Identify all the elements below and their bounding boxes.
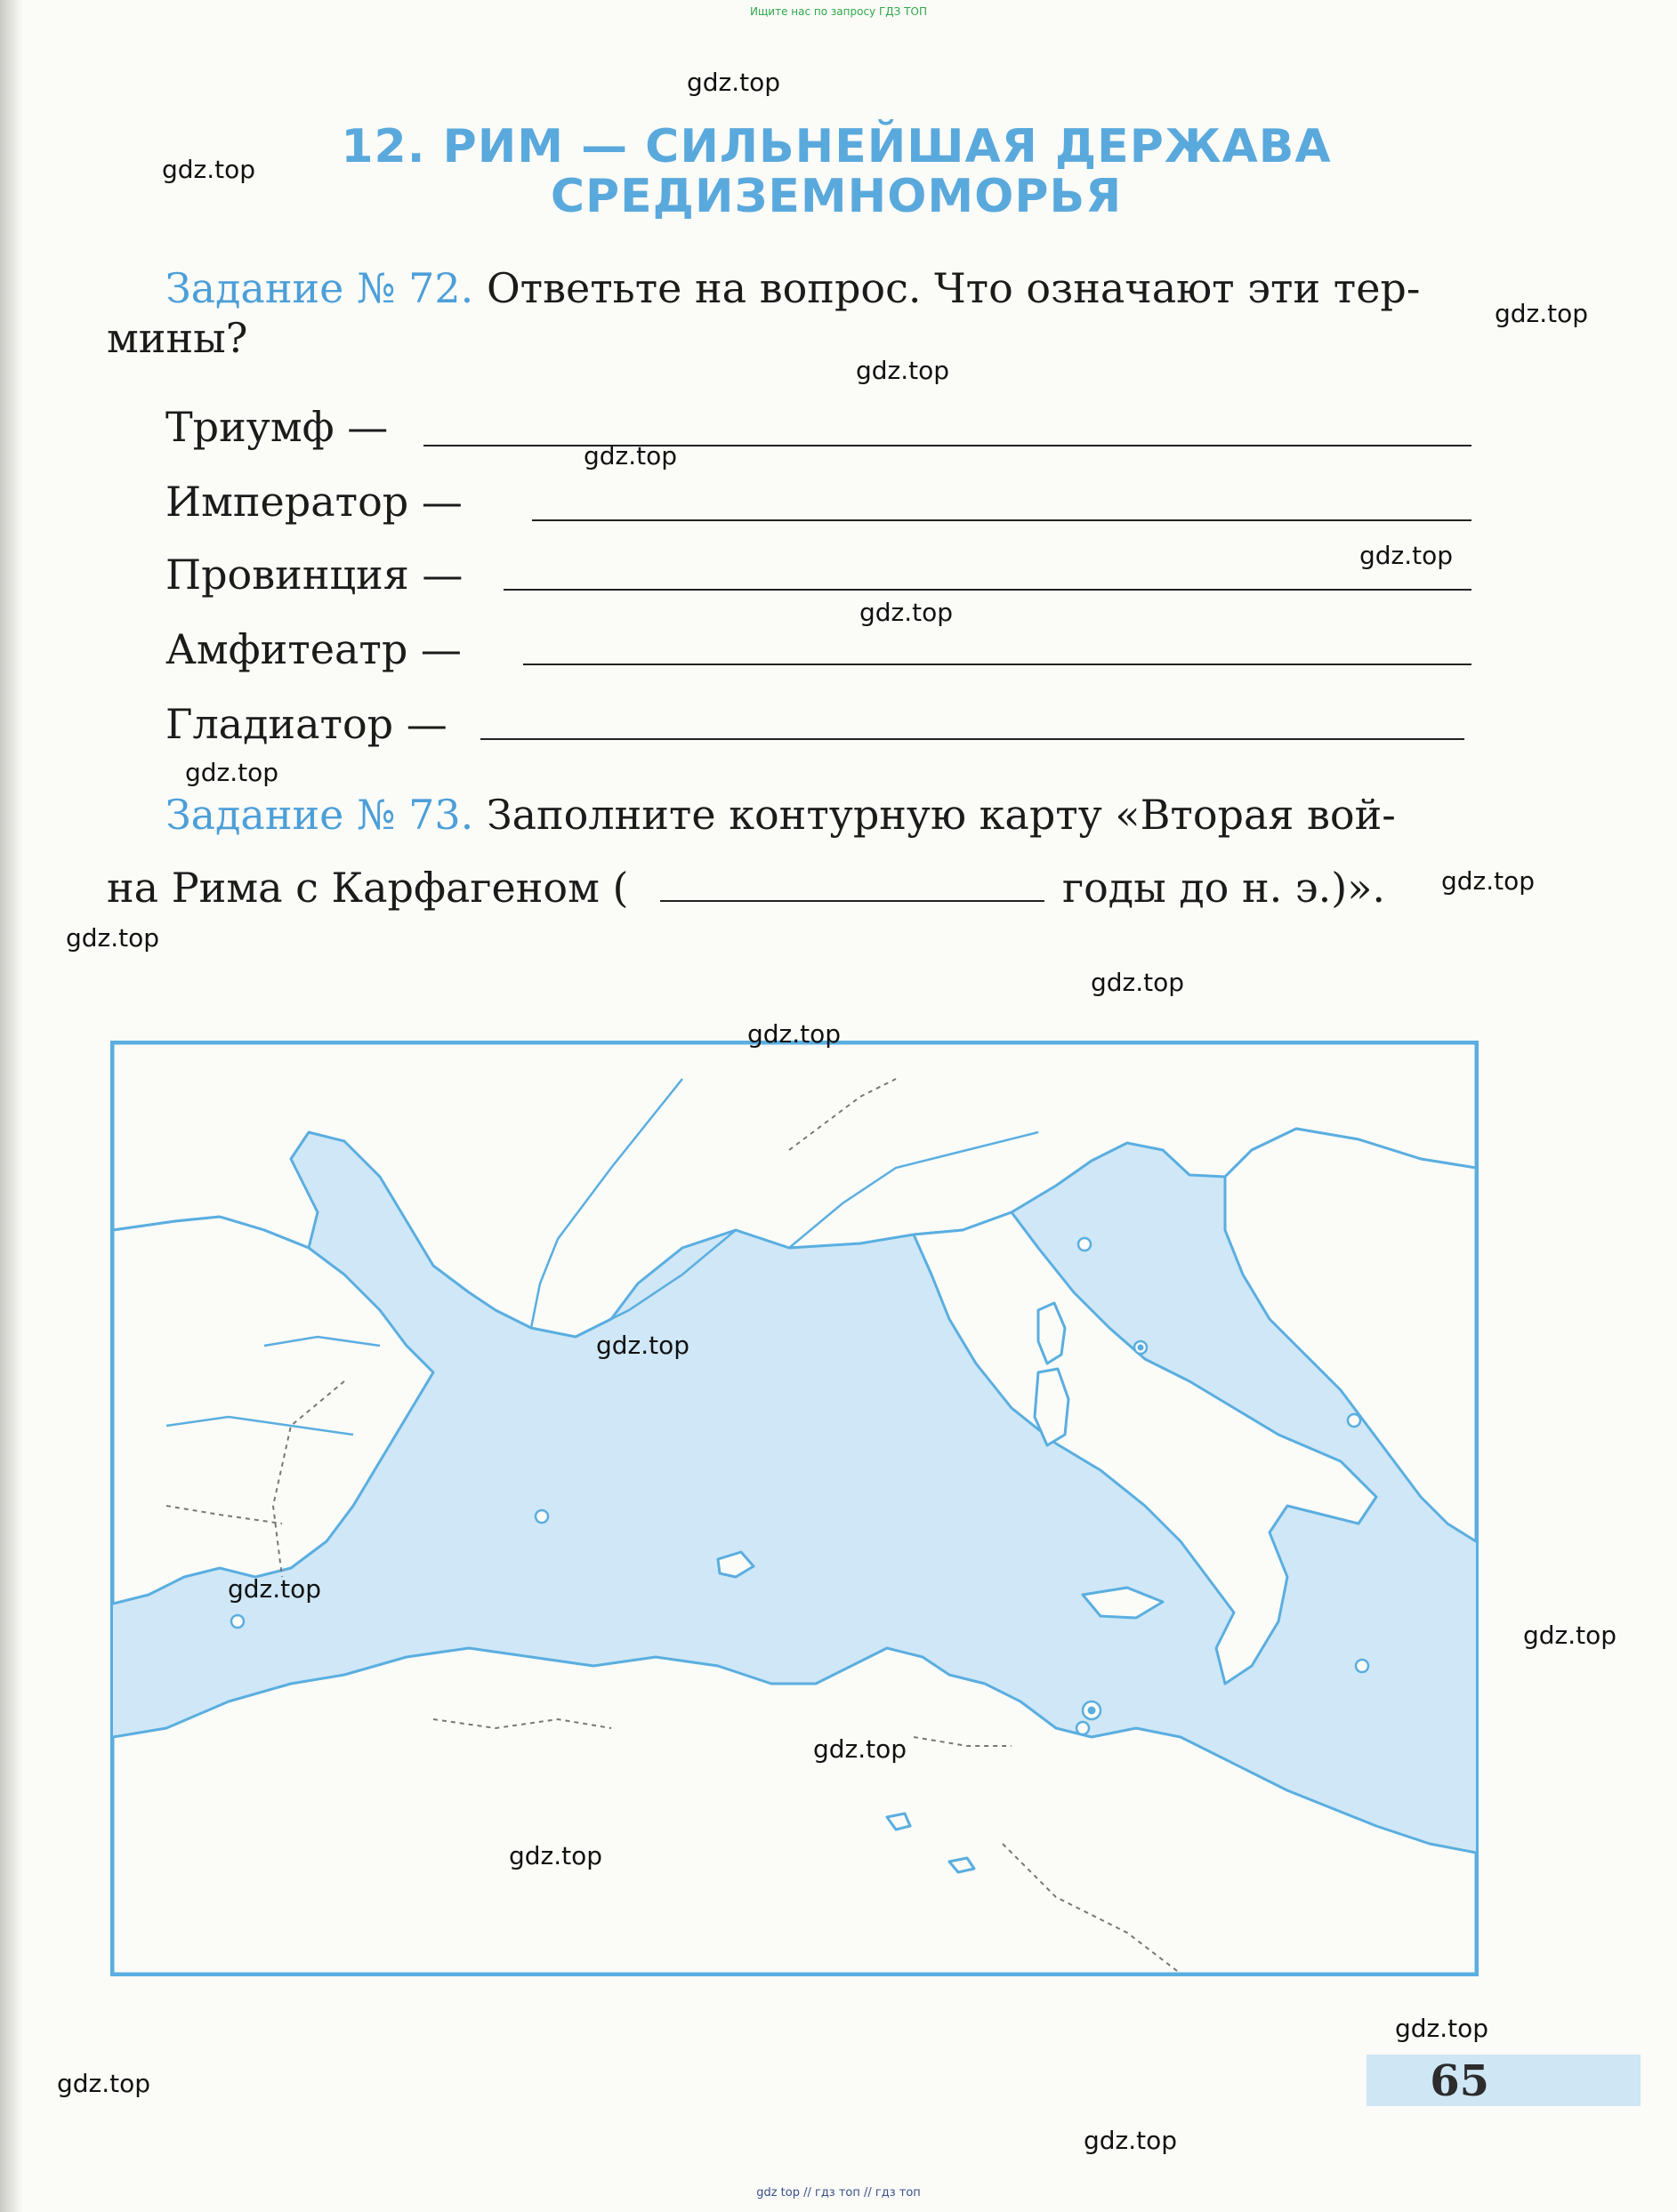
watermark: gdz.top <box>57 2069 151 2098</box>
answer-line-province[interactable] <box>504 589 1471 591</box>
term-amphitheatre: Амфитеатр — <box>165 625 462 673</box>
answer-line-gladiator[interactable] <box>480 738 1464 740</box>
watermark: gdz.top <box>687 68 781 97</box>
task73-line2-start: на Рима с Карфагеном ( <box>107 864 629 912</box>
task73-line2-end: годы до н. э.)». <box>1062 864 1385 912</box>
page-number-box <box>1367 2055 1641 2106</box>
answer-line-triumph[interactable] <box>423 445 1471 446</box>
watermark: gdz.top <box>1441 866 1536 896</box>
task73-text1: Заполните контурную карту «Вторая вой- <box>486 791 1396 839</box>
term-emperor: Император — <box>165 478 463 526</box>
watermark: gdz.top <box>1091 968 1185 997</box>
task73-label: Задание № 73. <box>165 791 474 839</box>
chapter-title-line1: 12. РИМ — СИЛЬНЕЙШАЯ ДЕРЖАВА <box>341 120 1332 173</box>
watermark: gdz.top <box>509 1841 603 1870</box>
task72-line1 <box>165 263 1420 313</box>
watermark: gdz.top <box>1523 1621 1617 1650</box>
watermark: gdz.top <box>228 1574 322 1604</box>
task72-label: Задание № 72. <box>165 264 474 312</box>
task72-line2: мины? <box>107 314 248 362</box>
watermark: gdz.top <box>1495 299 1589 328</box>
watermark: gdz.top <box>162 155 256 184</box>
chapter-title-line2: СРЕДИЗЕМНОМОРЬЯ <box>550 170 1123 223</box>
book-spine-shadow <box>0 0 23 2212</box>
answer-line-amphitheatre[interactable] <box>523 664 1471 665</box>
footer-note: gdz top // гдз топ // гдз топ <box>756 2186 921 2200</box>
watermark: gdz.top <box>859 598 954 627</box>
watermark: gdz.top <box>747 1019 842 1049</box>
watermark: gdz.top <box>1084 2126 1178 2155</box>
page-number: 65 <box>1430 2056 1489 2106</box>
watermark: gdz.top <box>185 758 279 787</box>
header-note: Ищите нас по запросу ГДЗ ТОП <box>750 5 927 18</box>
term-gladiator: Гладиатор — <box>165 700 447 748</box>
term-triumph: Триумф — <box>165 403 389 451</box>
watermark: gdz.top <box>813 1734 907 1764</box>
watermark: gdz.top <box>856 356 950 385</box>
contour-map[interactable] <box>110 1041 1479 1976</box>
task72-text1: Ответьте на вопрос. Что означают эти тер- <box>486 264 1421 312</box>
watermark: gdz.top <box>584 441 678 471</box>
watermark: gdz.top <box>1395 2014 1489 2043</box>
watermark: gdz.top <box>596 1331 690 1360</box>
watermark: gdz.top <box>1359 541 1454 570</box>
years-answer-line[interactable] <box>660 900 1044 902</box>
answer-line-emperor[interactable] <box>532 519 1471 521</box>
term-province: Провинция — <box>165 551 464 599</box>
task73-line1 <box>165 790 1396 840</box>
contour-map-drawing <box>113 1043 1476 1974</box>
watermark: gdz.top <box>66 923 160 953</box>
